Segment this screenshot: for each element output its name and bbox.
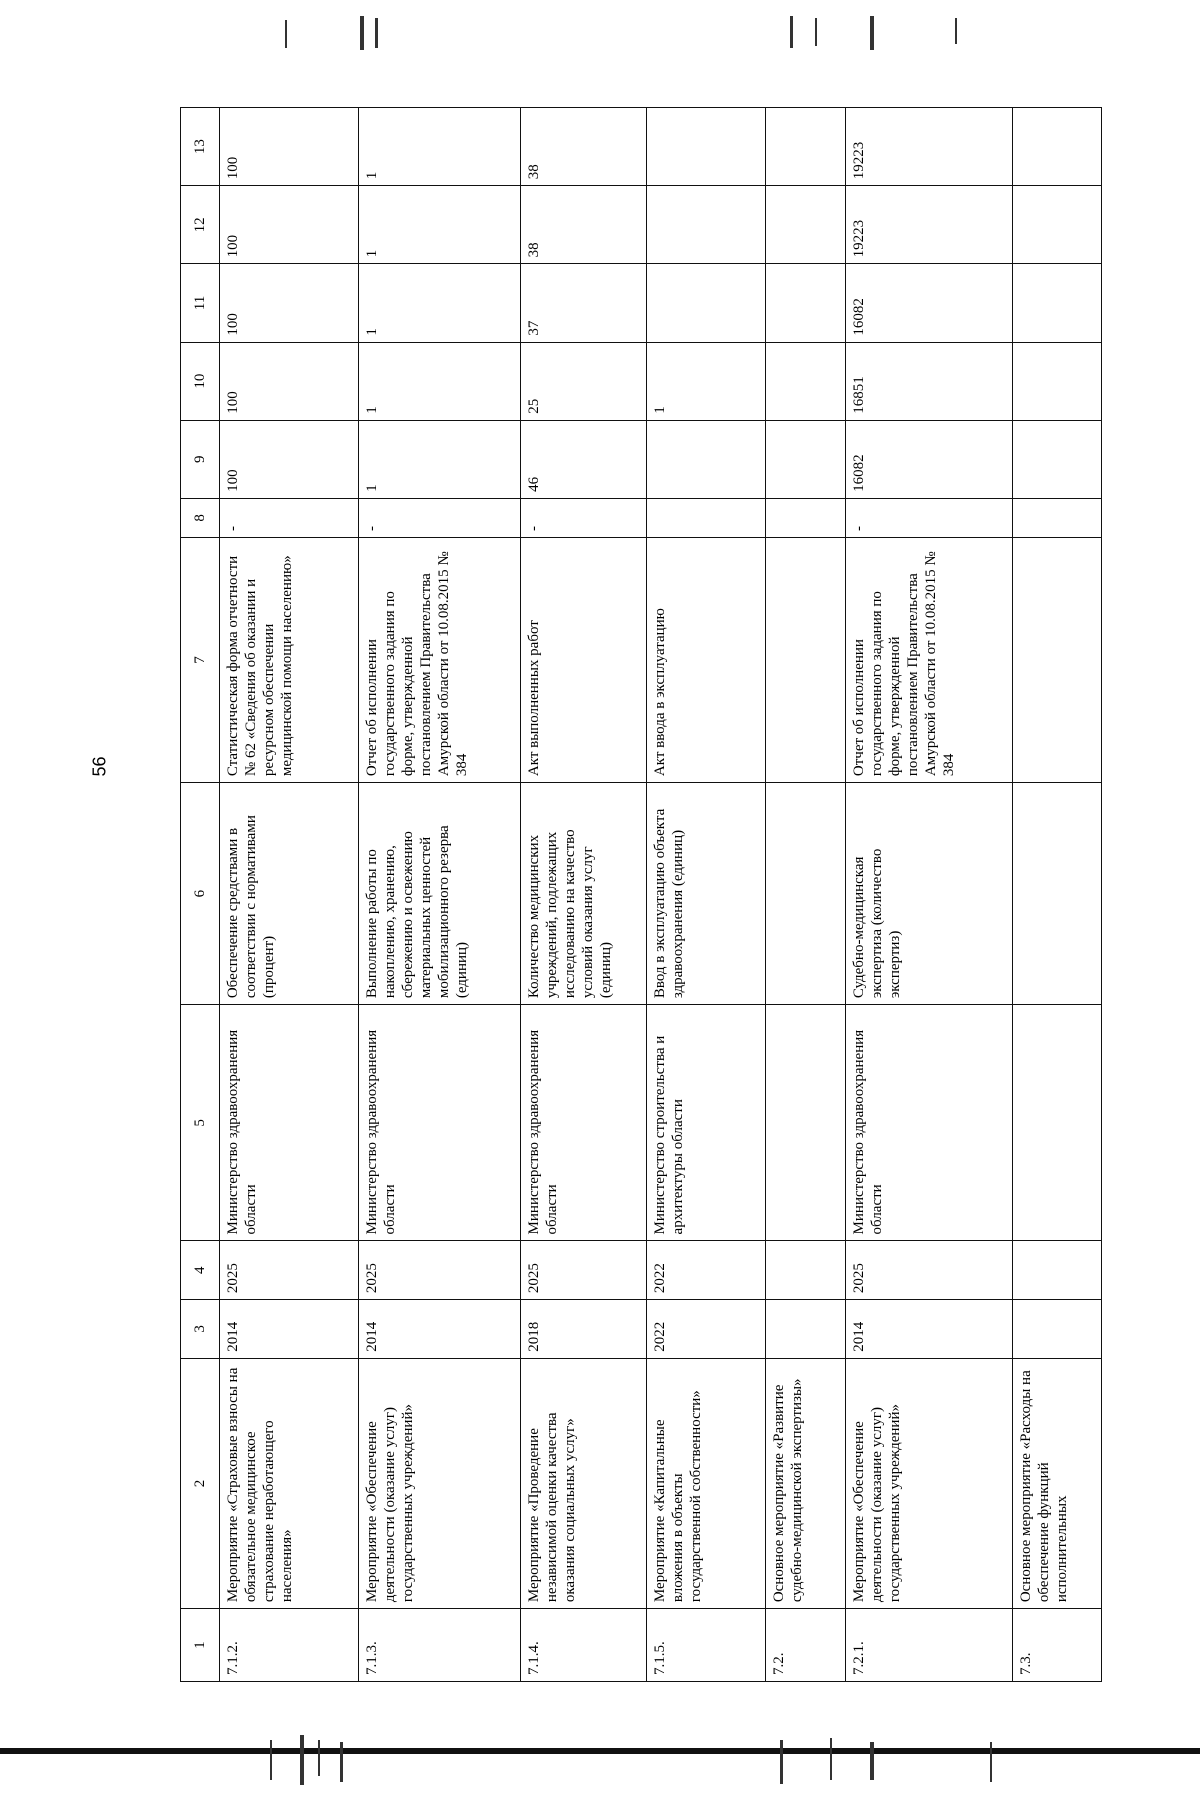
value-col-8: - — [521, 498, 647, 537]
start-year: 2022 — [647, 1300, 766, 1359]
value-col-10: 25 — [521, 342, 647, 420]
data-source — [766, 537, 845, 782]
value-col-10: 100 — [220, 342, 359, 420]
value-col-9: 1 — [359, 420, 521, 498]
end-year: 2025 — [521, 1241, 647, 1300]
value-col-11: 1 — [359, 264, 521, 342]
value-col-8: - — [845, 498, 1012, 537]
table-row — [220, 108, 359, 1682]
row-number: 7.2. — [766, 1609, 845, 1682]
value-col-11 — [1012, 264, 1101, 342]
start-year — [766, 1300, 845, 1359]
value-col-8: - — [220, 498, 359, 537]
responsible-executor — [1012, 1005, 1101, 1241]
row-number: 7.3. — [1012, 1609, 1101, 1682]
responsible-executor: Министерство здравоохранения области — [845, 1005, 1012, 1241]
value-col-13: 38 — [521, 108, 647, 186]
value-col-10 — [766, 342, 845, 420]
value-col-11 — [647, 264, 766, 342]
indicator-name: Судебно-медицинская экспертиза (количество экспертиз) — [845, 783, 1012, 1005]
responsible-executor: Министерство здравоохранения области — [359, 1005, 521, 1241]
scan-mark — [780, 1740, 783, 1784]
value-col-11: 100 — [220, 264, 359, 342]
table-row — [647, 108, 766, 1682]
value-col-12 — [766, 186, 845, 264]
indicator-name: Выполнение работы по накоплению, хранению, сбережению и освежению материальных ценностей мобилизационного резерва (единиц) — [359, 783, 521, 1005]
value-col-13: 100 — [220, 108, 359, 186]
column-header: 10 — [181, 342, 220, 420]
column-header: 4 — [181, 1241, 220, 1300]
responsible-executor: Министерство здравоохранения области — [220, 1005, 359, 1241]
row-number: 7.1.3. — [359, 1609, 521, 1682]
indicator-name: Количество медицинских учреждений, подлежащих исследованию на качество условий оказания услуг (единиц) — [521, 783, 647, 1005]
column-header: 9 — [181, 420, 220, 498]
value-col-11 — [766, 264, 845, 342]
scan-mark — [340, 1742, 343, 1782]
indicator-name: Ввод в эксплуатацию объекта здравоохранения (единиц) — [647, 783, 766, 1005]
data-source — [1012, 537, 1101, 782]
start-year: 2014 — [845, 1300, 1012, 1359]
end-year — [766, 1241, 845, 1300]
value-col-9: 46 — [521, 420, 647, 498]
value-col-13 — [766, 108, 845, 186]
table-row — [766, 108, 845, 1682]
measure-name: Основное мероприятие «Развитие судебно-медицинской экспертизы» — [766, 1358, 845, 1608]
end-year — [1012, 1241, 1101, 1300]
indicators-table — [180, 107, 1102, 1682]
value-col-10: 1 — [359, 342, 521, 420]
measure-name: Мероприятие «Капитальные вложения в объекты государственной собственности» — [647, 1358, 766, 1608]
value-col-12: 38 — [521, 186, 647, 264]
value-col-9: 100 — [220, 420, 359, 498]
indicator-name — [766, 783, 845, 1005]
responsible-executor: Министерство здравоохранения области — [521, 1005, 647, 1241]
indicator-name: Обеспечение средствами в соответствии с нормативами (процент) — [220, 783, 359, 1005]
scan-mark — [270, 1740, 272, 1780]
value-col-13: 19223 — [845, 108, 1012, 186]
responsible-executor — [766, 1005, 845, 1241]
column-header: 8 — [181, 498, 220, 537]
value-col-9: 16082 — [845, 420, 1012, 498]
scan-edge-bar — [0, 1748, 1200, 1754]
start-year: 2014 — [220, 1300, 359, 1359]
value-col-11: 37 — [521, 264, 647, 342]
scan-mark — [285, 20, 287, 48]
end-year: 2022 — [647, 1241, 766, 1300]
data-source: Акт выполненных работ — [521, 537, 647, 782]
table-row — [845, 108, 1012, 1682]
column-header: 2 — [181, 1358, 220, 1608]
value-col-13: 1 — [359, 108, 521, 186]
table-row — [521, 108, 647, 1682]
data-source: Акт ввода в эксплуатацию — [647, 537, 766, 782]
measure-name: Мероприятие «Страховые взносы на обязательное медицинское страхование неработающего населения» — [220, 1358, 359, 1608]
value-col-9 — [647, 420, 766, 498]
value-col-8 — [647, 498, 766, 537]
start-year: 2014 — [359, 1300, 521, 1359]
value-col-11: 16082 — [845, 264, 1012, 342]
column-header: 13 — [181, 108, 220, 186]
start-year — [1012, 1300, 1101, 1359]
column-header: 1 — [181, 1609, 220, 1682]
data-source: Отчет об исполнении государственного задания по форме, утвержденной постановлением Правительства Амурской области от 10.08.2015 № 384 — [845, 537, 1012, 782]
row-number: 7.1.2. — [220, 1609, 359, 1682]
indicator-name — [1012, 783, 1101, 1005]
value-col-8 — [1012, 498, 1101, 537]
scan-mark — [360, 16, 364, 50]
column-header: 12 — [181, 186, 220, 264]
table-row — [359, 108, 521, 1682]
row-number: 7.2.1. — [845, 1609, 1012, 1682]
value-col-10: 16851 — [845, 342, 1012, 420]
value-col-12: 1 — [359, 186, 521, 264]
value-col-12: 19223 — [845, 186, 1012, 264]
column-header: 6 — [181, 783, 220, 1005]
value-col-12 — [1012, 186, 1101, 264]
column-header: 7 — [181, 537, 220, 782]
scan-mark — [815, 18, 817, 46]
measure-name: Мероприятие «Обеспечение деятельности (оказание услуг) государственных учреждений» — [845, 1358, 1012, 1608]
table-row — [1012, 108, 1101, 1682]
value-col-13 — [1012, 108, 1101, 186]
data-source: Статистическая форма отчетности № 62 «Сведения об оказании и ресурсном обеспечении медицинской помощи населению» — [220, 537, 359, 782]
page-number: 56 — [89, 756, 110, 777]
value-col-9 — [766, 420, 845, 498]
scan-mark — [870, 16, 874, 50]
row-number: 7.1.4. — [521, 1609, 647, 1682]
scan-mark — [955, 18, 957, 44]
scan-mark — [375, 18, 378, 48]
column-header: 5 — [181, 1005, 220, 1241]
value-col-8 — [766, 498, 845, 537]
measure-name: Мероприятие «Обеспечение деятельности (оказание услуг) государственных учреждений» — [359, 1358, 521, 1608]
value-col-12: 100 — [220, 186, 359, 264]
end-year: 2025 — [359, 1241, 521, 1300]
measure-name: Основное мероприятие «Расходы на обеспечение функций исполнительных — [1012, 1358, 1101, 1608]
scan-mark — [300, 1735, 304, 1785]
column-header: 11 — [181, 264, 220, 342]
scan-mark — [830, 1738, 832, 1780]
measure-name: Мероприятие «Проведение независимой оценки качества оказания социальных услуг» — [521, 1358, 647, 1608]
value-col-13 — [647, 108, 766, 186]
rotated-table-container — [180, 107, 1102, 1682]
value-col-9 — [1012, 420, 1101, 498]
data-source: Отчет об исполнении государственного задания по форме, утвержденной постановлением Правительства Амурской области от 10.08.2015 № 384 — [359, 537, 521, 782]
scan-mark — [870, 1742, 874, 1780]
scan-mark — [318, 1740, 320, 1776]
value-col-10: 1 — [647, 342, 766, 420]
end-year: 2025 — [845, 1241, 1012, 1300]
responsible-executor: Министерство строительства и архитектуры области — [647, 1005, 766, 1241]
scan-mark — [990, 1742, 992, 1782]
start-year: 2018 — [521, 1300, 647, 1359]
end-year: 2025 — [220, 1241, 359, 1300]
value-col-10 — [1012, 342, 1101, 420]
column-header: 3 — [181, 1300, 220, 1359]
value-col-8: - — [359, 498, 521, 537]
row-number: 7.1.5. — [647, 1609, 766, 1682]
header-row — [181, 108, 220, 1682]
value-col-12 — [647, 186, 766, 264]
scan-mark — [790, 16, 793, 48]
